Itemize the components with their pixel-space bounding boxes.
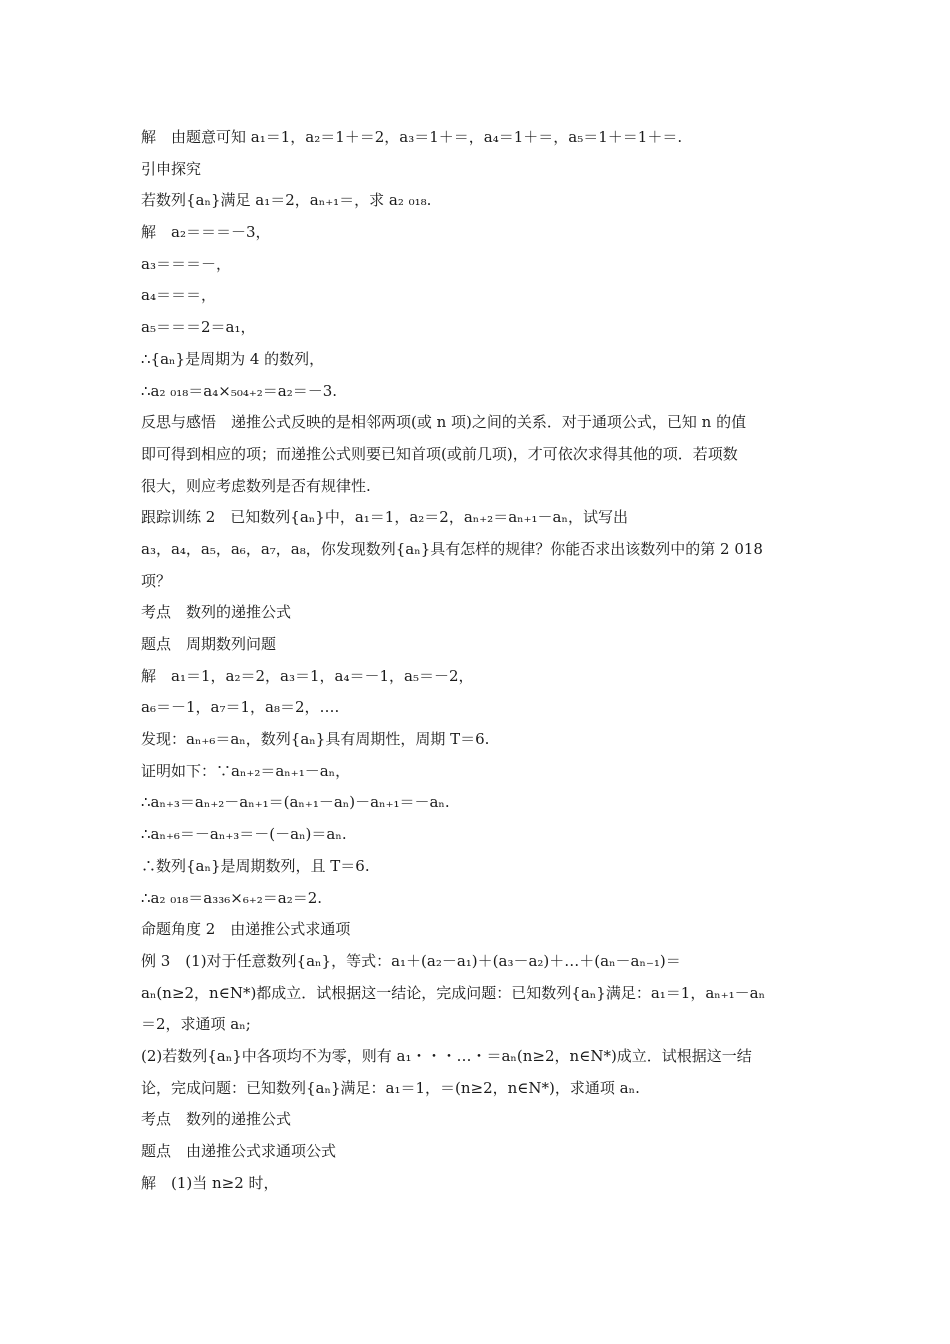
- text-line: 证明如下：∵aₙ₊₂＝aₙ₊₁－aₙ，: [141, 761, 351, 780]
- text-line: 解 a₁＝1，a₂＝2，a₃＝1，a₄＝－1，a₅＝－2，: [141, 666, 474, 685]
- document-body: [141, 122, 813, 1199]
- text-line: 解 a₂＝＝＝－3，: [141, 223, 271, 242]
- text-line: aₙ(n≥2，n∈N*)都成立．试根据这一结论，完成问题：已知数列{aₙ}满足：a₁＝1，aₙ₊₁－aₙ: [141, 983, 766, 1002]
- text-line: a₆＝－1，a₇＝1，a₈＝2，….: [141, 698, 340, 717]
- text-line: 跟踪训练 2 已知数列{aₙ}中，a₁＝1，a₂＝2，aₙ₊₂＝aₙ₊₁－aₙ，试写出: [141, 508, 628, 527]
- text-line: 解 由题意可知 a₁＝1，a₂＝1＋＝2，a₃＝1＋＝，a₄＝1＋＝，a₅＝1＋＝1＋＝.: [141, 128, 683, 146]
- text-line: 考点 数列的递推公式: [141, 603, 292, 622]
- section-heading: 引申探究: [141, 159, 202, 178]
- text-line: 论，完成问题：已知数列{aₙ}满足：a₁＝1，＝(n≥2，n∈N*)，求通项 aₙ.: [141, 1078, 640, 1097]
- text-line: 发现：aₙ₊₆＝aₙ，数列{aₙ}具有周期性，周期 T＝6.: [141, 730, 490, 749]
- text-line: a₅＝＝＝2＝a₁，: [141, 318, 256, 337]
- text-line: 题点 由递推公式求通项公式: [141, 1142, 337, 1160]
- text-line: ∴a₂ ₀₁₈＝a₄×₅₀₄₊₂＝a₂＝－3.: [141, 381, 338, 400]
- text-line: 例 3 (1)对于任意数列{aₙ}，等式：a₁＋(a₂－a₁)＋(a₃－a₂)＋…＋(aₙ－aₙ₋₁)＝: [141, 951, 681, 970]
- text-line: a₃，a₄，a₅，a₆，a₇，a₈，你发现数列{aₙ}具有怎样的规律？你能否求出该数列中的第 2 018: [141, 539, 763, 558]
- text-line: a₄＝＝＝，: [141, 286, 216, 305]
- text-line: 若数列{aₙ}满足 a₁＝2，aₙ₊₁＝，求 a₂ ₀₁₈.: [141, 191, 432, 210]
- text-line: ∴aₙ₊₃＝aₙ₊₂－aₙ₊₁＝(aₙ₊₁－aₙ)－aₙ₊₁＝－aₙ.: [141, 793, 450, 812]
- text-line: ∴{aₙ}是周期为 4 的数列，: [141, 349, 325, 368]
- text-line: 反思与感悟 递推公式反映的是相邻两项(或 n 项)之间的关系．对于通项公式，已知 n 的值: [141, 413, 747, 432]
- text-line: ∴数列{aₙ}是周期数列，且 T＝6.: [141, 856, 370, 875]
- text-line: (2)若数列{aₙ}中各项均不为零，则有 a₁・・・…・＝aₙ(n≥2，n∈N*)成立．试根据这一结: [141, 1046, 752, 1065]
- text-line: 即可得到相应的项；而递推公式则要已知首项(或前几项)，才可依次求得其他的项．若项数: [141, 444, 738, 463]
- text-line: 题点 周期数列问题: [141, 635, 277, 653]
- text-line: ∴a₂ ₀₁₈＝a₃₃₆×₆₊₂＝a₂＝2.: [141, 888, 323, 907]
- text-line: ＝2，求通项 aₙ;: [141, 1015, 251, 1034]
- text-line: 解 (1)当 n≥2 时，: [141, 1173, 279, 1192]
- text-line: 考点 数列的递推公式: [141, 1110, 292, 1129]
- text-line: ∴aₙ₊₆＝－aₙ₊₃＝－(－aₙ)＝aₙ.: [141, 825, 347, 844]
- text-line: a₃＝＝＝－，: [141, 254, 231, 273]
- text-line: 项？: [141, 571, 172, 590]
- text-line: 很大，则应考虑数列是否有规律性.: [141, 476, 371, 495]
- text-line: 命题角度 2 由递推公式求通项: [141, 920, 351, 939]
